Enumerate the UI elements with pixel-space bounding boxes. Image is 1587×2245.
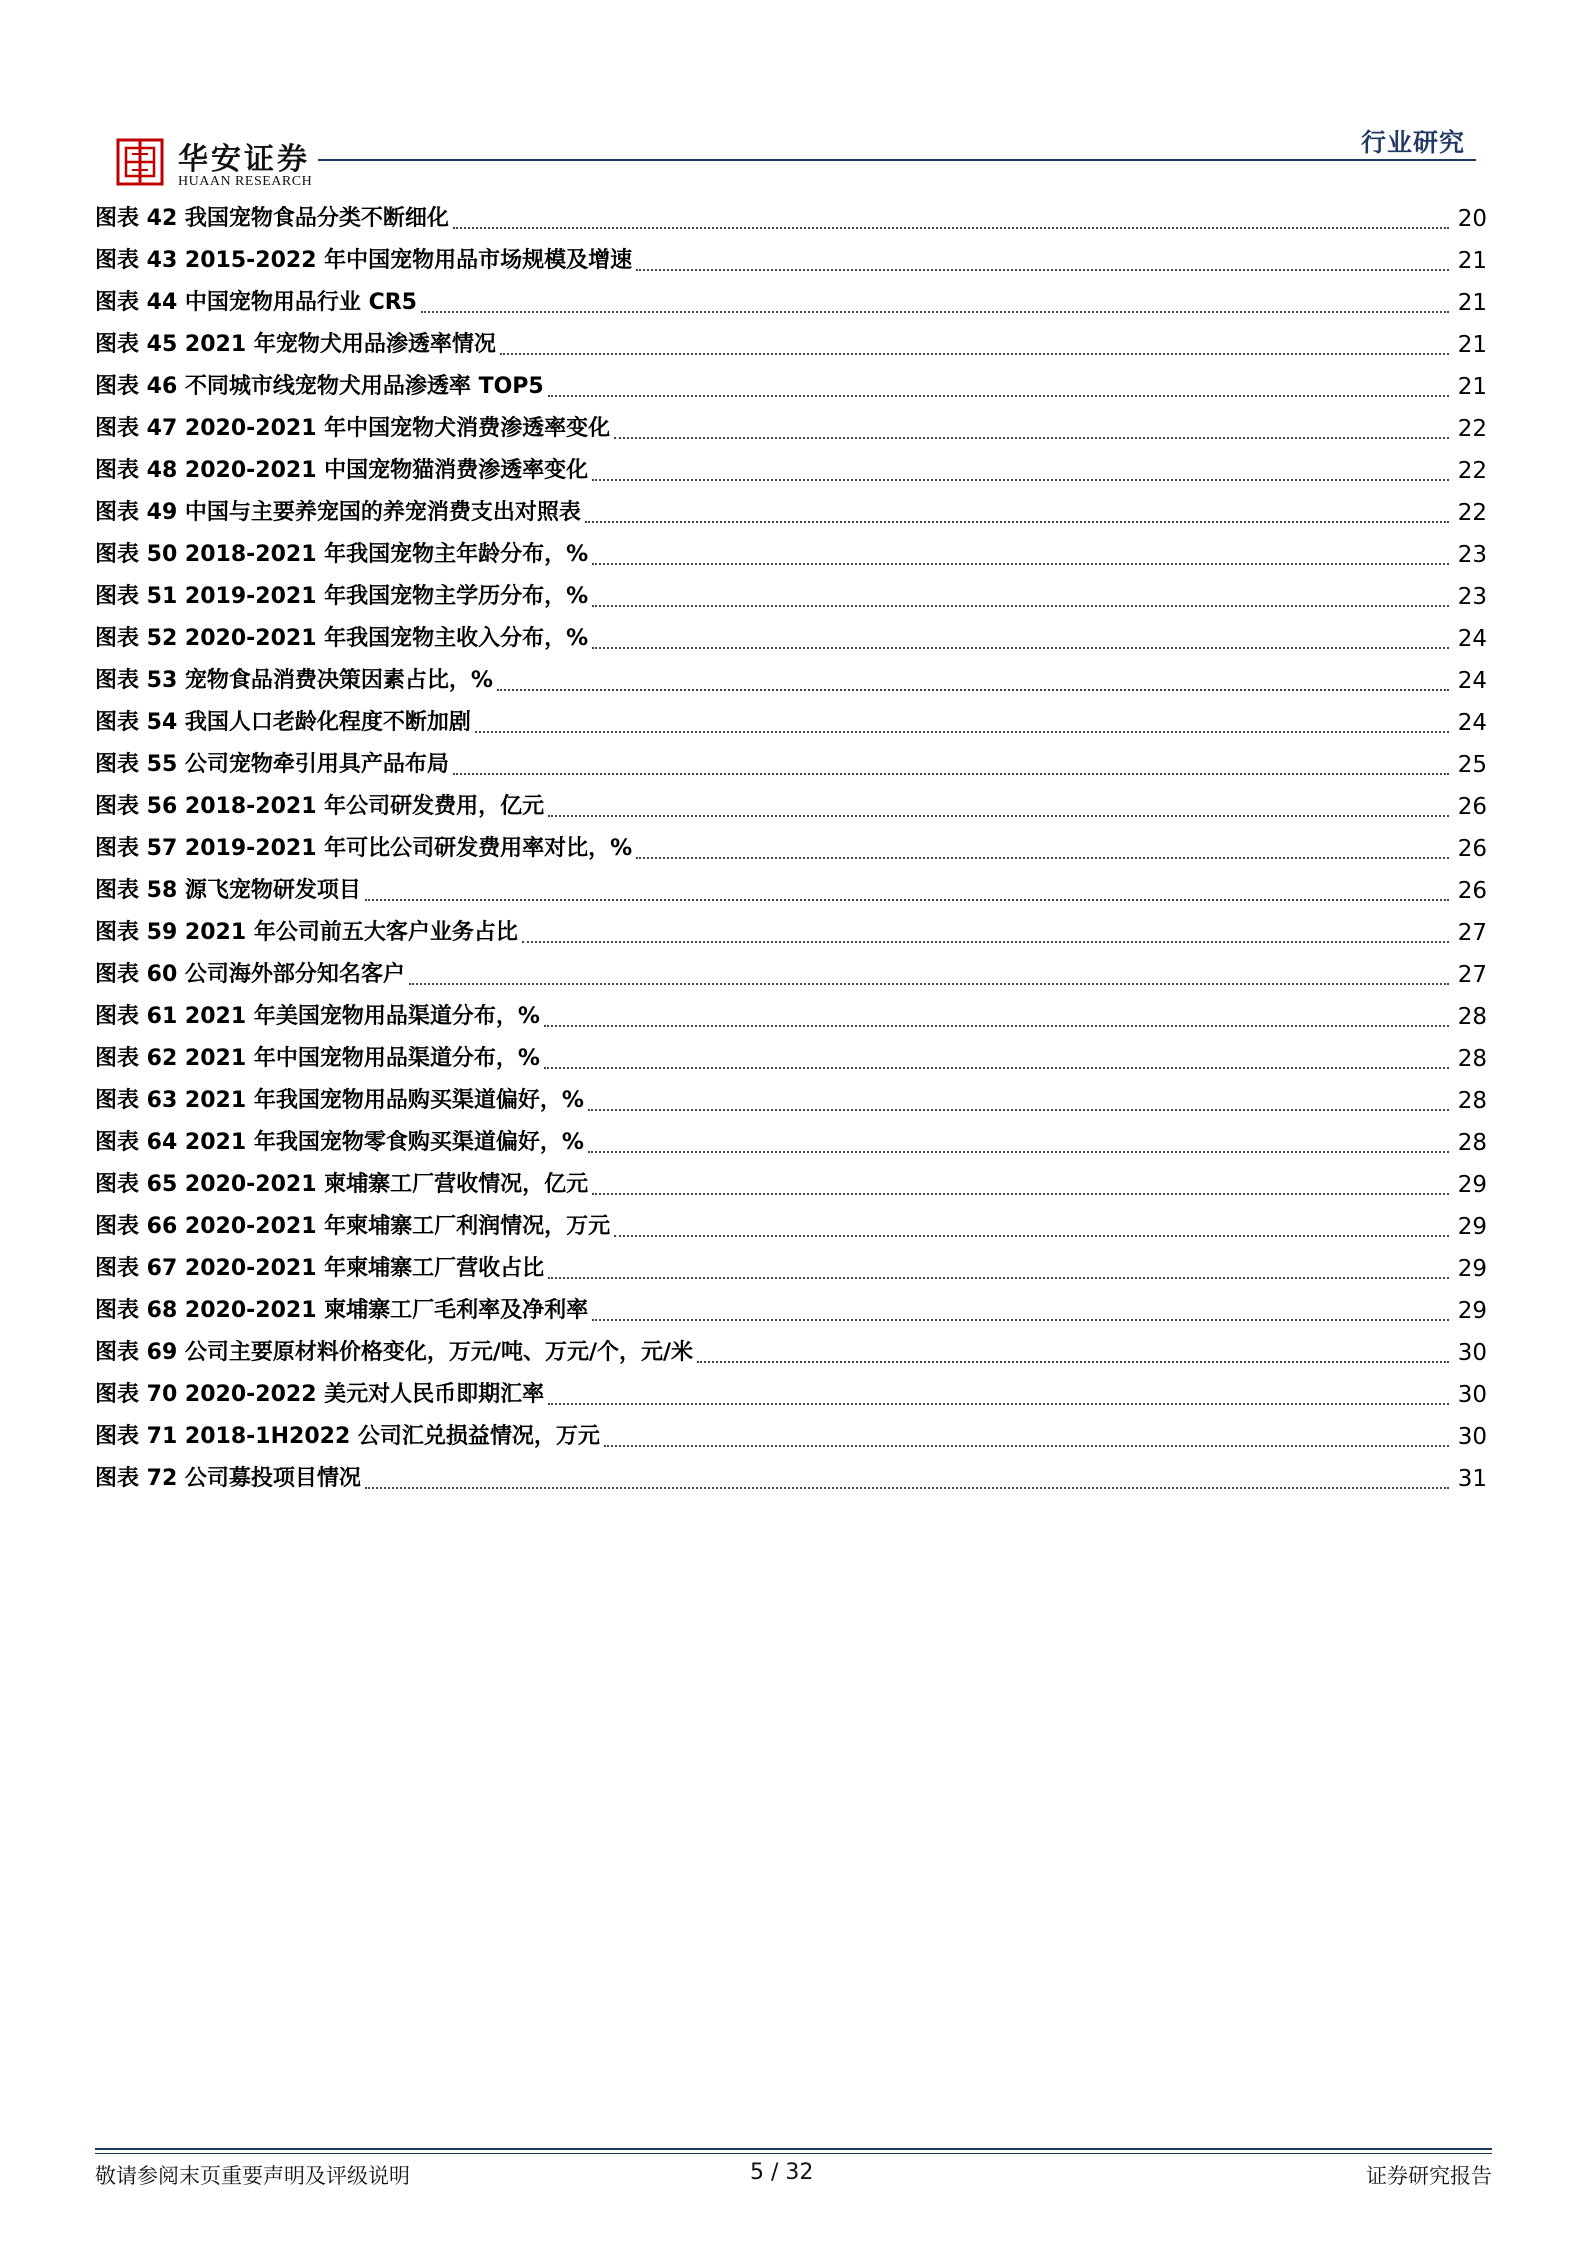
toc-leader [548, 815, 1449, 817]
toc-entry-label: 图表 52 2020-2021 年我国宠物主收入分布，% [95, 626, 589, 651]
toc-entry-label: 图表 66 2020-2021 年柬埔寨工厂利润情况，万元 [95, 1214, 611, 1239]
toc-entry[interactable] [95, 447, 1487, 489]
toc-leader [614, 1235, 1449, 1237]
toc-entry-page: 28 [1457, 1004, 1487, 1030]
toc-entry-label: 图表 50 2018-2021 年我国宠物主年龄分布，% [95, 542, 589, 567]
toc-entry-page: 30 [1457, 1424, 1487, 1450]
toc-entry-page: 28 [1457, 1046, 1487, 1072]
toc-entry-page: 22 [1457, 500, 1487, 526]
toc-entry-page: 29 [1457, 1256, 1487, 1282]
toc-entry-page: 26 [1457, 794, 1487, 820]
toc-entry[interactable] [95, 489, 1487, 531]
toc-entry-page: 26 [1457, 836, 1487, 862]
toc-entry-page: 28 [1457, 1088, 1487, 1114]
toc-entry[interactable] [95, 867, 1487, 909]
toc-entry[interactable] [95, 783, 1487, 825]
toc-entry[interactable] [95, 1413, 1487, 1455]
toc-entry-page: 23 [1457, 542, 1487, 568]
toc-entry-label: 图表 68 2020-2021 柬埔寨工厂毛利率及净利率 [95, 1298, 589, 1323]
toc-entry-label: 图表 45 2021 年宠物犬用品渗透率情况 [95, 332, 496, 357]
toc-entry-label: 图表 71 2018-1H2022 公司汇兑损益情况，万元 [95, 1424, 600, 1449]
toc-leader [592, 563, 1449, 565]
report-type: 证券研究报告 [1366, 2164, 1492, 2188]
toc-entry-label: 图表 57 2019-2021 年可比公司研发费用率对比，% [95, 836, 633, 861]
toc-entry[interactable] [95, 1119, 1487, 1161]
toc-entry-label: 图表 63 2021 年我国宠物用品购买渠道偏好，% [95, 1088, 584, 1113]
toc-entry[interactable] [95, 657, 1487, 699]
toc-entry-page: 26 [1457, 878, 1487, 904]
toc-leader [548, 1277, 1449, 1279]
toc-leader [636, 857, 1449, 859]
toc-entry-label: 图表 53 宠物食品消费决策因素占比，% [95, 668, 493, 693]
toc-entry-label: 图表 42 我国宠物食品分类不断细化 [95, 206, 449, 231]
toc-entry-page: 28 [1457, 1130, 1487, 1156]
toc-entry-page: 22 [1457, 416, 1487, 442]
toc-entry-page: 31 [1457, 1466, 1487, 1492]
toc-entry-page: 21 [1457, 248, 1487, 274]
toc-leader [365, 1487, 1449, 1489]
toc-entry[interactable] [95, 699, 1487, 741]
toc-leader [421, 311, 1449, 313]
page-header [0, 0, 1587, 200]
toc-entry[interactable] [95, 1035, 1487, 1077]
toc-entry-page: 24 [1457, 626, 1487, 652]
footer-disclaimer: 敬请参阅末页重要声明及评级说明 [95, 2164, 410, 2188]
toc-entry-label: 图表 70 2020-2022 美元对人民币即期汇率 [95, 1382, 545, 1407]
toc-entry-label: 图表 62 2021 年中国宠物用品渠道分布，% [95, 1046, 540, 1071]
toc-entry-label: 图表 65 2020-2021 柬埔寨工厂营收情况，亿元 [95, 1172, 589, 1197]
logo-subtitle: HUAAN RESEARCH [178, 174, 313, 189]
toc-entry[interactable] [95, 195, 1487, 237]
header-divider [318, 159, 1476, 161]
toc-entry[interactable] [95, 1245, 1487, 1287]
toc-entry[interactable] [95, 951, 1487, 993]
toc-entry-page: 22 [1457, 458, 1487, 484]
toc-entry[interactable] [95, 1455, 1487, 1497]
toc-leader [592, 1319, 1449, 1321]
toc-entry-label: 图表 60 公司海外部分知名客户 [95, 962, 405, 987]
toc-entry-label: 图表 64 2021 年我国宠物零食购买渠道偏好，% [95, 1130, 584, 1155]
toc-entry[interactable] [95, 1371, 1487, 1413]
toc-entry-page: 21 [1457, 374, 1487, 400]
toc-leader [592, 647, 1449, 649]
toc-entry-page: 25 [1457, 752, 1487, 778]
footer-divider-thin [95, 2153, 1492, 2154]
toc-leader [500, 353, 1449, 355]
toc-entry[interactable] [95, 1077, 1487, 1119]
footer-divider [95, 2148, 1492, 2150]
toc-leader [592, 605, 1449, 607]
table-of-figures [95, 195, 1487, 1497]
toc-entry-page: 30 [1457, 1340, 1487, 1366]
toc-entry[interactable] [95, 237, 1487, 279]
toc-entry[interactable] [95, 321, 1487, 363]
toc-entry[interactable] [95, 1203, 1487, 1245]
toc-entry-page: 24 [1457, 710, 1487, 736]
toc-entry[interactable] [95, 1161, 1487, 1203]
toc-entry-page: 27 [1457, 920, 1487, 946]
toc-entry-label: 图表 43 2015-2022 年中国宠物用品市场规模及增速 [95, 248, 633, 273]
toc-leader [475, 731, 1449, 733]
toc-entry[interactable] [95, 405, 1487, 447]
toc-entry-page: 21 [1457, 290, 1487, 316]
toc-leader [548, 395, 1449, 397]
toc-entry-page: 21 [1457, 332, 1487, 358]
toc-leader [588, 1151, 1449, 1153]
toc-entry-page: 29 [1457, 1172, 1487, 1198]
toc-entry[interactable] [95, 1287, 1487, 1329]
toc-leader [453, 227, 1449, 229]
toc-entry[interactable] [95, 993, 1487, 1035]
toc-entry[interactable] [95, 615, 1487, 657]
toc-leader [592, 1193, 1449, 1195]
toc-entry[interactable] [95, 279, 1487, 321]
page-number: 5 / 32 [750, 2160, 814, 2185]
toc-entry-page: 27 [1457, 962, 1487, 988]
toc-leader [365, 899, 1449, 901]
toc-leader [592, 479, 1449, 481]
toc-entry-label: 图表 47 2020-2021 年中国宠物犬消费渗透率变化 [95, 416, 611, 441]
toc-leader [697, 1361, 1449, 1363]
toc-entry-label: 图表 56 2018-2021 年公司研发费用，亿元 [95, 794, 545, 819]
toc-entry-label: 图表 49 中国与主要养宠国的养宠消费支出对照表 [95, 500, 581, 525]
toc-leader [588, 1109, 1449, 1111]
toc-entry-page: 24 [1457, 668, 1487, 694]
toc-entry-label: 图表 46 不同城市线宠物犬用品渗透率 TOP5 [95, 374, 544, 399]
toc-leader [497, 689, 1449, 691]
toc-entry-label: 图表 54 我国人口老龄化程度不断加剧 [95, 710, 471, 735]
toc-entry-label: 图表 69 公司主要原材料价格变化，万元/吨、万元/个，元/米 [95, 1340, 694, 1365]
toc-leader [409, 983, 1449, 985]
toc-leader [604, 1445, 1449, 1447]
toc-entry[interactable] [95, 573, 1487, 615]
toc-entry-page: 30 [1457, 1382, 1487, 1408]
toc-leader [585, 521, 1449, 523]
toc-entry[interactable] [95, 909, 1487, 951]
section-title: 行业研究 [1360, 128, 1465, 157]
huaan-logo-icon [116, 138, 164, 186]
toc-entry-label: 图表 51 2019-2021 年我国宠物主学历分布，% [95, 584, 589, 609]
toc-entry-page: 29 [1457, 1214, 1487, 1240]
toc-leader [614, 437, 1449, 439]
toc-entry-page: 23 [1457, 584, 1487, 610]
toc-entry[interactable] [95, 1329, 1487, 1371]
toc-entry-label: 图表 72 公司募投项目情况 [95, 1466, 361, 1491]
toc-entry-page: 29 [1457, 1298, 1487, 1324]
toc-leader [544, 1025, 1449, 1027]
toc-leader [453, 773, 1449, 775]
toc-entry-label: 图表 48 2020-2021 中国宠物猫消费渗透率变化 [95, 458, 589, 483]
toc-entry-label: 图表 59 2021 年公司前五大客户业务占比 [95, 920, 518, 945]
toc-entry-page: 20 [1457, 206, 1487, 232]
toc-leader [636, 269, 1449, 271]
toc-leader [544, 1067, 1449, 1069]
toc-entry-label: 图表 55 公司宠物牵引用具产品布局 [95, 752, 449, 777]
toc-entry[interactable] [95, 825, 1487, 867]
toc-entry-label: 图表 67 2020-2021 年柬埔寨工厂营收占比 [95, 1256, 545, 1281]
toc-entry-label: 图表 58 源飞宠物研发项目 [95, 878, 361, 903]
toc-entry-label: 图表 61 2021 年美国宠物用品渠道分布，% [95, 1004, 540, 1029]
toc-entry[interactable] [95, 363, 1487, 405]
toc-leader [548, 1403, 1449, 1405]
toc-leader [522, 941, 1449, 943]
logo-text: 华安证券 [178, 142, 310, 177]
toc-entry[interactable] [95, 531, 1487, 573]
toc-entry[interactable] [95, 741, 1487, 783]
toc-entry-label: 图表 44 中国宠物用品行业 CR5 [95, 290, 417, 315]
